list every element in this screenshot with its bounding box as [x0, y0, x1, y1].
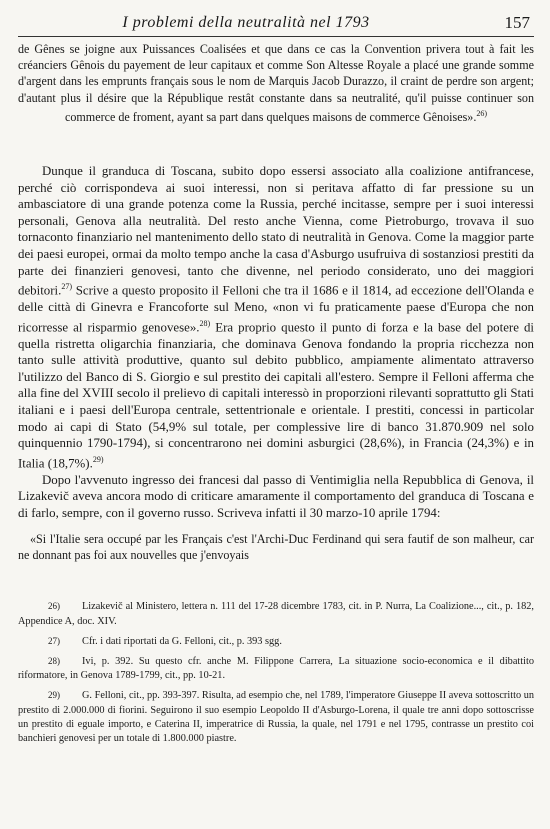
- footnote-ref: 28): [199, 318, 211, 328]
- running-title: I problemi della neutralità nel 1793: [122, 14, 370, 31]
- footnote-ref: 26): [476, 108, 488, 118]
- footnote-number: 29): [48, 690, 60, 701]
- paragraph-text: Dunque il granduca di Toscana, subito dopo essersi associato alla coalizione antifrancese, perché ciò corrispondeva ai suoi interessi, non si peritava affatto di far pressione su un ambasciatore di una grande potenza come la Russia, perché incitasse, sempre per i suoi interessi personali, Genova alla neutralità. Del resto anche Vienna, come Pietroburgo, trovava il suo tornaconto finanziario nel mantenimento dello stato di neutralità in Genova. Come la maggior parte dei paesi europei, ormai da molto tempo anche la casa d'Asburgo usufruiva di sostanziosi prestiti da parte dei finanzieri genovesi, tanto che divenne, nel periodo considerato, uno dei maggiori debitori.: [18, 164, 534, 298]
- footnote-number: 26): [48, 601, 60, 612]
- footnote-text: G. Felloni, cit., pp. 393-397. Risulta, ad esempio che, nel 1789, l'imperatore Giuseppe II aveva sottoscritto un prestito di 2.000.000 di fiorini. Seguirono il suo esempio Leopoldo II d'Asburgo-Lorena, il quale tre anni dopo sottoscrisse un prestito di eguale importo, e Caterina II, imperatrice di Russia, la quale, nel 1791 e nel 1795, contrasse un prestito coi banchieri genovesi per un totale di 1.800.000 piastre.: [18, 690, 534, 745]
- quote-top: [18, 41, 534, 125]
- footnote: [18, 688, 534, 746]
- footnote-number: 28): [48, 656, 60, 667]
- quote-top-text: de Gênes se joigne aux Puissances Coalisées et que dans ce cas la Convention privera tout à fait les créanciers Gênois du payement de leur capitaux et comme Son Altesse Royale a placé une grande somme d'argent dans les emprunts français sous le nom de Marquis Jacob Durazzo, il craint de perdre son argent; d'autant plus il désire que la République restât constante dans sa neutralité, qu'il puisse continuer son commerce de froment, ayant sa part dans quelques maisons de commerce Gênoises».: [18, 42, 534, 124]
- footnote-ref: 27): [61, 282, 72, 292]
- quote-bottom: [18, 531, 534, 563]
- footnote-ref: 29): [92, 454, 104, 464]
- footnote-number: 27): [48, 635, 60, 646]
- book-page: [18, 10, 534, 751]
- footnote-text: Lizakevič al Ministero, lettera n. 111 del 17-28 dicembre 1783, cit. in P. Nurra, La Coalizione..., cit., p. 182, Appendice A, doc. XIV.: [18, 601, 534, 627]
- running-header: [18, 10, 534, 37]
- footnote: [18, 634, 534, 649]
- main-text: [18, 163, 534, 521]
- footnote: [18, 654, 534, 683]
- footnotes: [18, 599, 534, 746]
- footnote-text: Ivi, p. 392. Su questo cfr. anche M. Filippone Carrera, La situazione socio-economica e il dibattito riformatore, in Genova 1789-1799, cit., pp. 10-21.: [18, 656, 534, 682]
- quote-bottom-text: «Si l'Italie sera occupé par les Français c'est l'Archi-Duc Ferdinand qui sera fautif de son malheur, car ne donnant pas foi aux nouvelles que j'envoyais: [18, 532, 534, 563]
- paragraph-text: Era proprio questo il punto di forza e la base del potere di quella ristretta oligarchia finanziaria, che dominava Genova fondando la propria ricchezza non tanto sulle attività produttive, quanto sul debito pubblico, ampiamente alimentato attraverso l'utilizzo del Banco di S. Giorgio e sul prestito dei capitali all'estero. Sempre il Felloni afferma che alla fine del XVIII secolo il prelievo di capitali interessò in proporzioni rilevanti soprattutto gli Stati italiani e i paesi dell'Europa centrale, settentrionale e orientale. I prestiti, concessi in particolar modo ai capi di Stato (54,9% sul totale, per complessive lire di banco 31.870.909 nel solo quinquennio 1790-1794), si concentrarono nei domini asburgici (28,6%), in Francia (24,3%) e in Italia (18,7%).: [18, 319, 535, 471]
- footnote-text: Cfr. i dati riportati da G. Felloni, cit., p. 393 sgg.: [82, 635, 282, 647]
- footnote: [18, 599, 534, 628]
- paragraph: Dopo l'avvenuto ingresso dei francesi dal passo di Ventimiglia nella Repubblica di Genova, il Lizakevič aveva ancora modo di criticare amaramente il comportamento del granduca di Toscana e di farlo, sempre, con il governo russo. Scriveva infatti il 30 marzo-10 aprile 1794:: [18, 472, 534, 520]
- paragraph-text: Scrive a questo proposito il Felloni che tra il 1686 e il 1814, ad eccezione dell'Olanda e delle città di Ginevra e Francoforte sul Meno, «non vi fu praticamente paese d'Europa che non ricorresse al risparmio genovese».: [18, 283, 534, 334]
- paragraph: [18, 163, 534, 472]
- page-number: 157: [504, 13, 530, 32]
